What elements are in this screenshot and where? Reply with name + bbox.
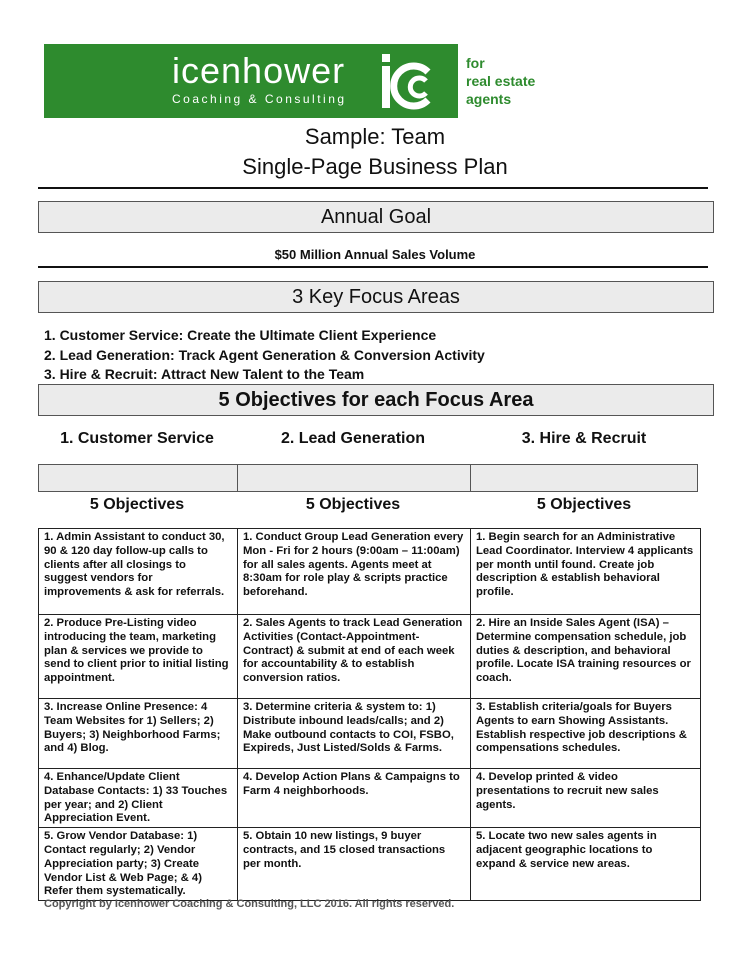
table-row [39, 529, 701, 615]
focus-areas-heading: 3 Key Focus Areas [38, 281, 714, 313]
icc-logo-icon [376, 50, 442, 112]
objectives-heading: 5 Objectives for each Focus Area [38, 384, 714, 416]
objective-cell: 5. Grow Vendor Database: 1) Contact regularly; 2) Vendor Appreciation party; 3) Create Vendor List & Web Page; & 4) Refer them systematically. [39, 828, 238, 901]
logo-tagline [466, 54, 535, 108]
divider [38, 187, 708, 189]
objective-cell: 1. Begin search for an Administrative Lead Coordinator. Interview 4 applicants per month until found. Create job description & establish behavioral profile. [471, 529, 701, 615]
column-heading-lead-generation: 2. Lead Generation [280, 430, 426, 447]
objective-cell: 3. Establish criteria/goals for Buyers Agents to earn Showing Assistants. Establish respective job descriptions & compensations schedules. [471, 699, 701, 769]
blank-cell [470, 464, 698, 492]
logo-subtitle: Coaching & Consulting [172, 92, 347, 106]
column-heading-hire-recruit: 3. Hire & Recruit [521, 430, 647, 447]
objective-cell: 4. Enhance/Update Client Database Contacts: 1) 33 Touches per year; and 2) Client Appreciation Event. [39, 769, 238, 828]
objective-cell: 2. Hire an Inside Sales Agent (ISA) – Determine compensation schedule, job duties & description, and behavioral profile. Locate ISA training resources or coach. [471, 615, 701, 699]
page-title-line-2: Single-Page Business Plan [242, 154, 508, 179]
objective-cell: 5. Obtain 10 new listings, 9 buyer contracts, and 15 closed transactions per month. [238, 828, 471, 901]
objective-cell: 5. Locate two new sales agents in adjacent geographic locations to expand & service new areas. [471, 828, 701, 901]
blank-cell [237, 464, 471, 492]
page-title-line-1: Sample: Team [304, 124, 446, 149]
objective-cell: 2. Sales Agents to track Lead Generation Activities (Contact-Appointment-Contract) & submit at end of each week for accountability & to establish conversion ratios. [238, 615, 471, 699]
divider [38, 266, 708, 268]
logo-banner [44, 44, 458, 118]
blank-cell [38, 464, 238, 492]
logo-wordmark: icenhower [172, 50, 346, 91]
tagline-line-1: for [466, 55, 485, 71]
objectives-subheading: 5 Objectives [89, 496, 185, 513]
copyright-notice: Copyright by Icenhower Coaching & Consulting, LLC 2016. All rights reserved. [44, 898, 455, 910]
objective-cell: 1. Admin Assistant to conduct 30, 90 & 120 day follow-up calls to clients after all closings to suggest vendors for improvements & ask for referrals. [39, 529, 238, 615]
focus-area-item: 3. Hire & Recruit: Attract New Talent to the Team [44, 366, 365, 382]
objective-cell: 3. Increase Online Presence: 4 Team Websites for 1) Sellers; 2) Buyers; 3) Neighborhood Farms; and 4) Blog. [39, 699, 238, 769]
objectives-subheading: 5 Objectives [536, 496, 632, 513]
objective-cell: 3. Determine criteria & system to: 1) Distribute inbound leads/calls; and 2) Make outbound contacts to COI, FSBO, Expireds, Just Listed/Solds & Farms. [238, 699, 471, 769]
focus-area-item: 2. Lead Generation: Track Agent Generation & Conversion Activity [44, 346, 485, 363]
objective-cell: 4. Develop Action Plans & Campaigns to Farm 4 neighborhoods. [238, 769, 471, 828]
table-row [39, 699, 701, 769]
objectives-table [38, 528, 701, 901]
annual-goal-heading: Annual Goal [38, 201, 714, 233]
table-row [39, 769, 701, 828]
annual-goal-text: $50 Million Annual Sales Volume [274, 247, 476, 262]
table-row [39, 615, 701, 699]
objectives-subheading: 5 Objectives [305, 496, 401, 513]
column-heading-customer-service: 1. Customer Service [60, 430, 214, 447]
objective-cell: 1. Conduct Group Lead Generation every Mon - Fri for 2 hours (9:00am – 11:00am) for all sales agents. Agents meet at 8:30am for role play & scripts practice beforehand. [238, 529, 471, 615]
objective-cell: 4. Develop printed & video presentations to recruit new sales agents. [471, 769, 701, 828]
objective-cell: 2. Produce Pre-Listing video introducing the team, marketing plan & services we provide to send to client prior to initial listing appointment. [39, 615, 238, 699]
tagline-line-2: real estate [466, 73, 536, 89]
focus-area-item: 1. Customer Service: Create the Ultimate Client Experience [44, 327, 437, 343]
tagline-line-3: agents [466, 91, 512, 107]
focus-areas-list [44, 326, 485, 385]
table-row [39, 828, 701, 901]
